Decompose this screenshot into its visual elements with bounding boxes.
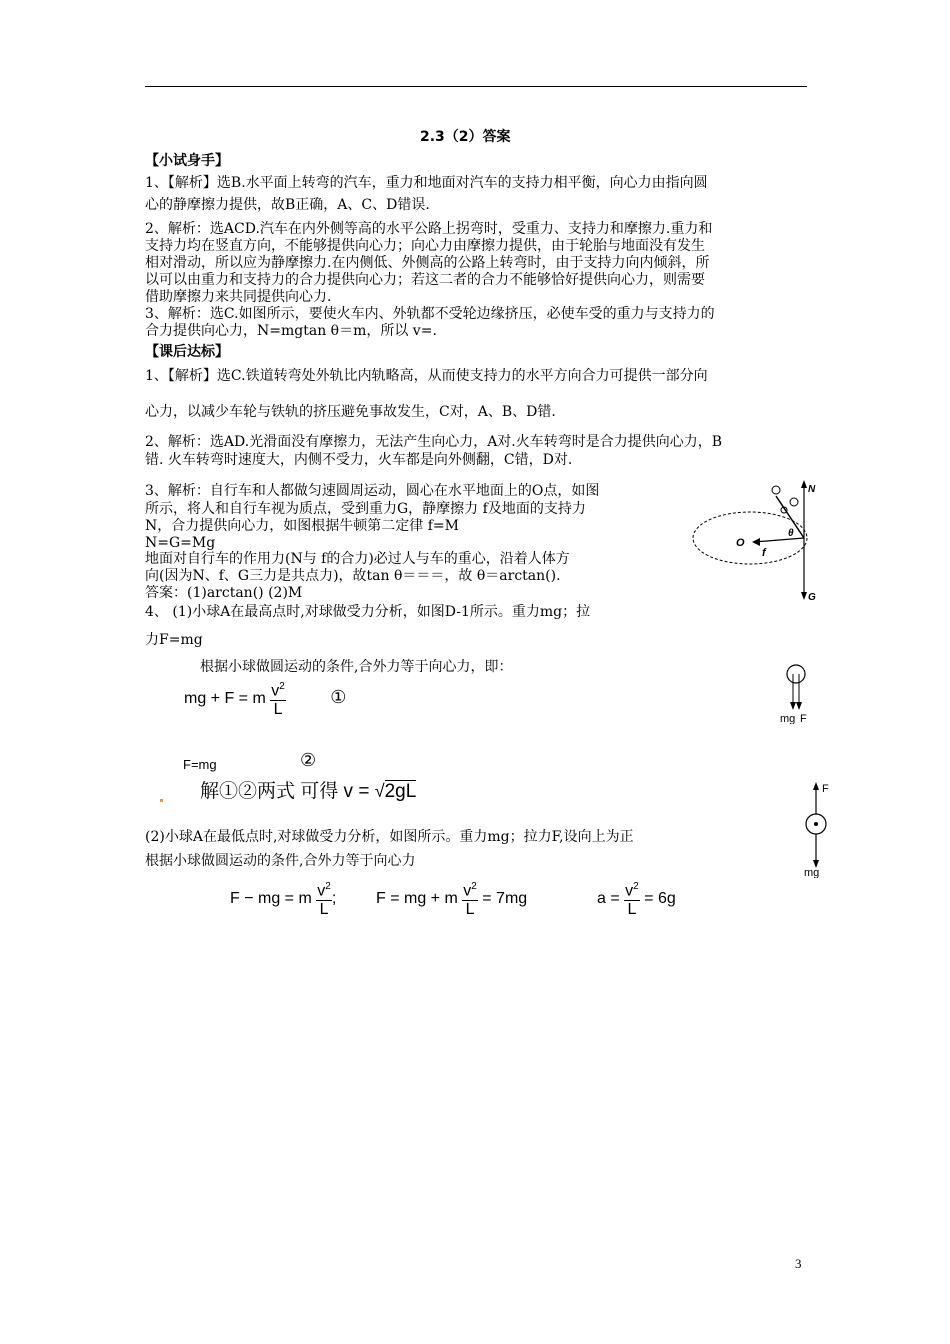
tension-arrowhead-top — [796, 702, 802, 710]
sqrt-symbol: √ — [374, 781, 385, 801]
label-f: f — [762, 547, 766, 559]
s1-q2-line2: 支持力均在竖直方向，不能够提供向心力；向心力由摩擦力提供，由于轮胎与地面没有发生 — [145, 238, 705, 254]
eq5-right: = 7mg — [482, 889, 528, 907]
equation-2-text: F=mg — [183, 757, 217, 772]
label-N: N — [808, 484, 816, 495]
s1-q2-line4: 以可以由重力和支持力的合力提供向心力；若这二者的合力不能够恰好提供向心力，则需要 — [145, 272, 705, 288]
eq4-fraction: $\frac{v^2}{L}$ — [316, 878, 332, 919]
tension-arrowhead-bottom — [813, 782, 819, 790]
header-rule — [145, 86, 807, 87]
eq3-radicand: 2gL — [384, 781, 417, 802]
section-heading-practice: 【小试身手】 — [145, 153, 229, 169]
s1-q3-line1: 3、解析：选C.如图所示，要使火车内、外轨都不受轮边缘挤压，必使车受的重力与支持力的 — [145, 306, 715, 322]
label-F-bottom: F — [822, 783, 829, 795]
s2-q3-line6: 向(因为N、f、G三力是共点力)，故tan θ＝＝＝，故 θ＝arctan(). — [145, 568, 561, 584]
s1-q2-line3: 相对滑动，所以应为静摩擦力.在内侧低、外侧高的公路上转弯时，由于支持力向内倾斜，所 — [145, 255, 710, 271]
eq1-left: mg + F = m — [184, 689, 266, 707]
eq1-marker: ① — [330, 686, 347, 707]
equation-1 — [184, 678, 346, 719]
s2-q3-answer: 答案：(1)arctan() (2)M — [145, 585, 303, 601]
eq6-right: = 6g — [644, 889, 676, 907]
label-F-top: F — [800, 713, 807, 724]
eq4-left: F − mg = m — [230, 889, 312, 907]
s2-q2-line2: 错. 火车转弯时速度大，内侧不受力，火车都是向外侧翻，C错，D对. — [145, 452, 573, 468]
label-theta: θ — [788, 528, 794, 539]
eq6-fraction: $\frac{v^2}{L}$ — [624, 878, 640, 919]
equation-4 — [230, 878, 336, 919]
section-heading-after-class: 【课后达标】 — [145, 344, 229, 360]
page-title: 2.3（2）答案 — [420, 129, 511, 145]
ball-center — [814, 822, 818, 826]
gravity-arrowhead — [801, 592, 807, 600]
s1-q1-line2: 心的静摩擦力提供，故B正确，A、C、D错误. — [145, 197, 430, 213]
label-O: O — [736, 537, 745, 549]
label-G: G — [808, 592, 816, 603]
s2-q4-line3: 根据小球做圆运动的条件,合外力等于向心力，即： — [200, 659, 513, 675]
bike-wheel — [790, 498, 798, 506]
s2-q3-line1: 3、解析：自行车和人都做匀速圆周运动，圆心在水平地面上的O点，如图 — [145, 483, 600, 499]
s2-q3-line4: N=G=Mg — [145, 535, 216, 551]
label-mg-bottom: mg — [804, 867, 820, 878]
eq6-left: a = — [597, 889, 620, 907]
gravity-arrowhead-top — [790, 702, 796, 710]
label-mg-top: mg — [780, 713, 796, 724]
s2-q3-line3: N，合力提供向心力，如图根据牛顿第二定律 f=M — [145, 518, 459, 534]
ball-top — [787, 665, 805, 683]
s2-q4-line4: (2)小球A在最低点时,对球做受力分析，如图所示。重力mg；拉力F,设向上为正 — [145, 829, 634, 845]
ball-top-diagram — [772, 660, 822, 724]
eq5-left: F = mg + m — [376, 889, 458, 907]
s2-q3-line5: 地面对自行车的作用力(N与 f的合力)必过人与车的重心，沿着人体方 — [145, 551, 570, 567]
s1-q3-line2: 合力提供向心力，N=mgtan θ＝m，所以 v=. — [145, 323, 437, 339]
page-number: 3 — [795, 1256, 802, 1271]
friction-arrowhead — [752, 538, 760, 546]
eq5-fraction: $\frac{v^2}{L}$ — [462, 878, 478, 919]
s2-q4-line2: 力F=mg — [145, 632, 203, 648]
equation-6 — [597, 878, 676, 919]
s2-q1-line1: 1、【解析】选C.铁道转弯处外轨比内轨略高，从而使支持力的水平方向合力可提供一部分向 — [145, 368, 708, 384]
equation-5 — [376, 878, 527, 919]
bicycle-force-diagram — [690, 476, 820, 604]
ball-bottom-diagram — [800, 778, 840, 878]
s2-q2-line1: 2、解析：选AD.光滑面没有摩擦力，无法产生向心力，A对.火车转弯时是合力提供向心力，B — [145, 434, 723, 450]
s1-q2-line5: 借助摩擦力来共同提供向心力. — [145, 289, 332, 305]
s2-q1-line2: 心力，以减少车轮与铁轨的挤压避免事故发生，C对，A、B、D错. — [145, 404, 556, 420]
eq4-sep: ; — [331, 889, 337, 907]
s1-q2-line1: 2、解析：选ACD.汽车在内外侧等高的水平公路上拐弯时，受重力、支持力和摩擦力.重力和 — [145, 221, 713, 237]
equation-3 — [200, 776, 416, 803]
s2-q4-line1: 4、 (1)小球A在最高点时,对球做受力分析，如图D-1所示。重力mg；拉 — [145, 604, 591, 620]
equation-2-marker: ② — [300, 750, 317, 771]
normal-force-arrowhead — [801, 480, 807, 488]
s2-q4-line5: 根据小球做圆运动的条件,合外力等于向心力 — [145, 853, 416, 869]
s2-q3-line2: 所示，将人和自行车视为质点，受到重力G，静摩擦力 f及地面的支持力 — [145, 501, 586, 517]
eq3-text: 解①②两式 可得 v = — [200, 781, 375, 802]
eq1-fraction: $\frac{v^2}{L}$ — [270, 678, 286, 719]
s1-q1-line1: 1、【解析】选B.水平面上转弯的汽车，重力和地面对汽车的支持力相平衡，向心力由指向圆 — [145, 175, 708, 191]
marker-dot — [160, 799, 163, 802]
rider-head — [772, 486, 780, 494]
friction-arrow — [754, 538, 804, 542]
